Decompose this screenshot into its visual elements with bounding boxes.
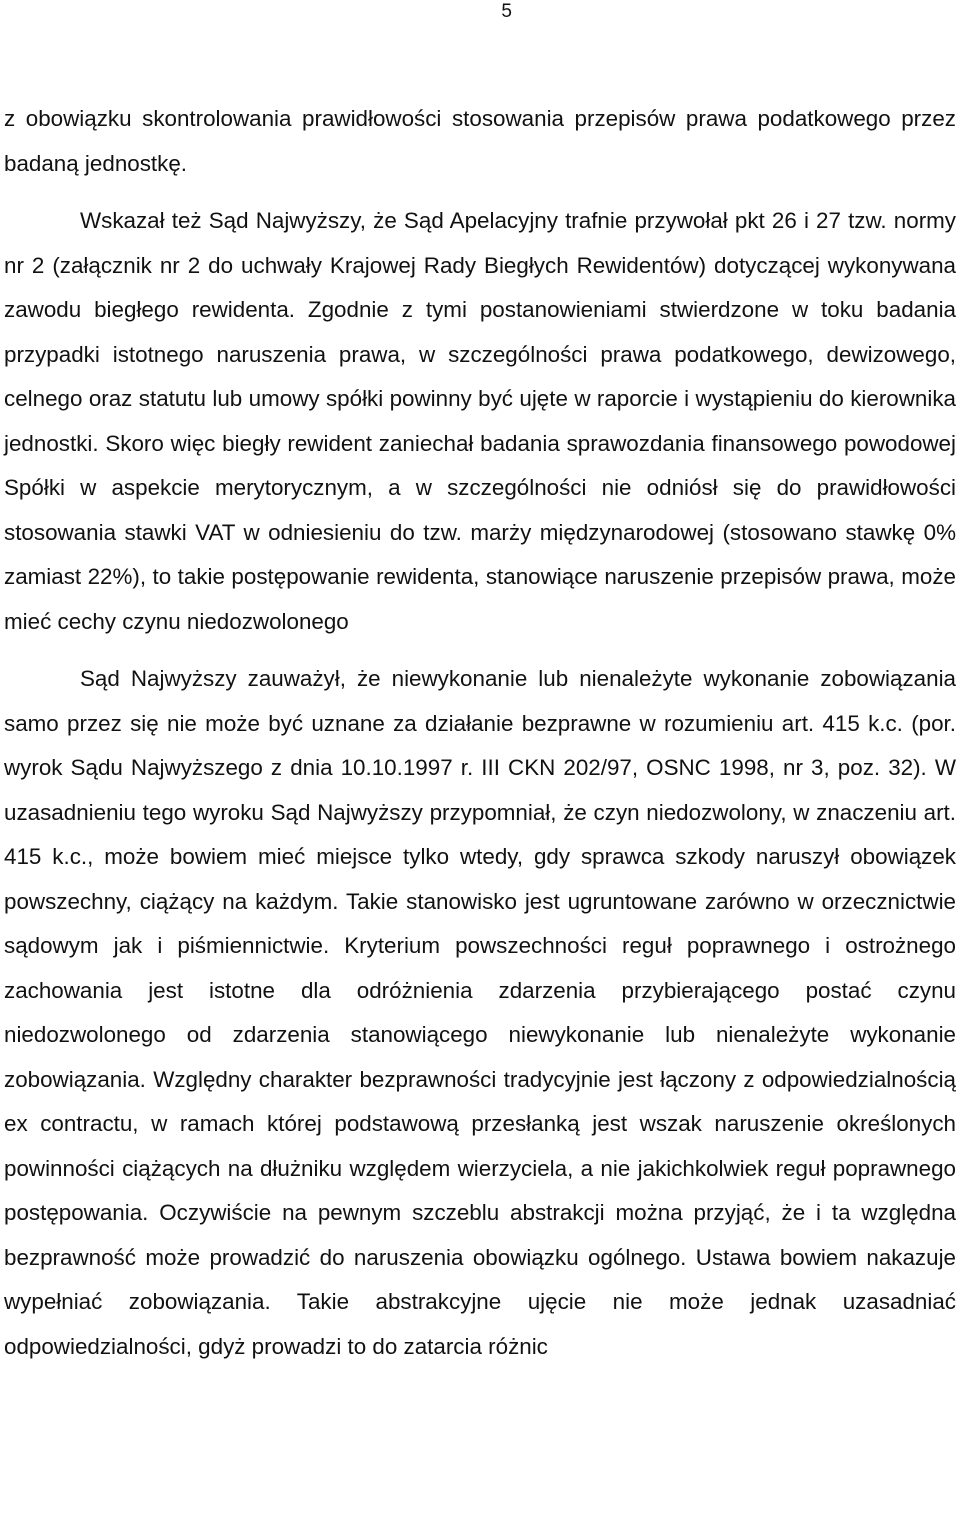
- paragraph-1: z obowiązku skontrolowania prawidłowości stosowania przepisów prawa podatkowego przez badaną jednostkę.: [4, 106, 956, 176]
- paragraph-2: Wskazał też Sąd Najwyższy, że Sąd Apelacyjny trafnie przywołał pkt 26 i 27 tzw. normy nr 2 (załącznik nr 2 do uchwały Krajowej Rady Biegłych Rewidentów) dotyczącej wykonywana zawodu biegłego rewidenta. Zgodnie z tymi postanowieniami stwierdzone w toku badania przypadki istotnego naruszenia prawa, w szczególności prawa podatkowego, dewizowego, celnego oraz statutu lub umowy spółki powinny być ujęte w raporcie i wystąpieniu do kierownika jednostki. Skoro więc biegły rewident zaniechał badania sprawozdania finansowego powodowej Spółki w aspekcie merytorycznym, a w szczególności nie odniósł się do prawidłowości stosowania stawki VAT w odniesieniu do tzw. marży międzynarodowej (stosowano stawkę 0% zamiast 22%), to takie postępowanie rewidenta, stanowiące naruszenie przepisów prawa, może mieć cechy czynu niedozwolonego: [4, 208, 956, 634]
- page-number-text: 5: [501, 1, 512, 22]
- page-number: [0, 0, 960, 24]
- paragraph-3: Sąd Najwyższy zauważył, że niewykonanie lub nienależyte wykonanie zobowiązania samo przez się nie może być uznane za działanie bezprawne w rozumieniu art. 415 k.c. (por. wyrok Sądu Najwyższego z dnia 10.10.1997 r. III CKN 202/97, OSNC 1998, nr 3, poz. 32). W uzasadnieniu tego wyroku Sąd Najwyższy przypomniał, że czyn niedozwolony, w znaczeniu art. 415 k.c., może bowiem mieć miejsce tylko wtedy, gdy sprawca szkody naruszył obowiązek powszechny, ciążący na każdym. Takie stanowisko jest ugruntowane zarówno w orzecznictwie sądowym jak i piśmiennictwie. Kryterium powszechności reguł poprawnego i ostrożnego zachowania jest istotne dla odróżnienia zdarzenia przybierającego postać czynu niedozwolonego od zdarzenia stanowiącego niewykonanie lub nienależyte wykonanie zobowiązania. Względny charakter bezprawności tradycyjnie jest łączony z odpowiedzialnością ex contractu, w ramach której podstawową przesłanką jest wszak naruszenie określonych powinności ciążących na dłużniku względem wierzyciela, a nie jakichkolwiek reguł poprawnego postępowania. Oczywiście na pewnym szczeblu abstrakcji można przyjąć, że i ta względna bezprawność może prowadzić do naruszenia obowiązku ogólnego. Ustawa bowiem nakazuje wypełniać zobowiązania. Takie abstrakcyjne ujęcie nie może jednak uzasadniać odpowiedzialności, gdyż prowadzi to do zatarcia różnic: [4, 666, 956, 1359]
- document-body: [4, 97, 956, 1369]
